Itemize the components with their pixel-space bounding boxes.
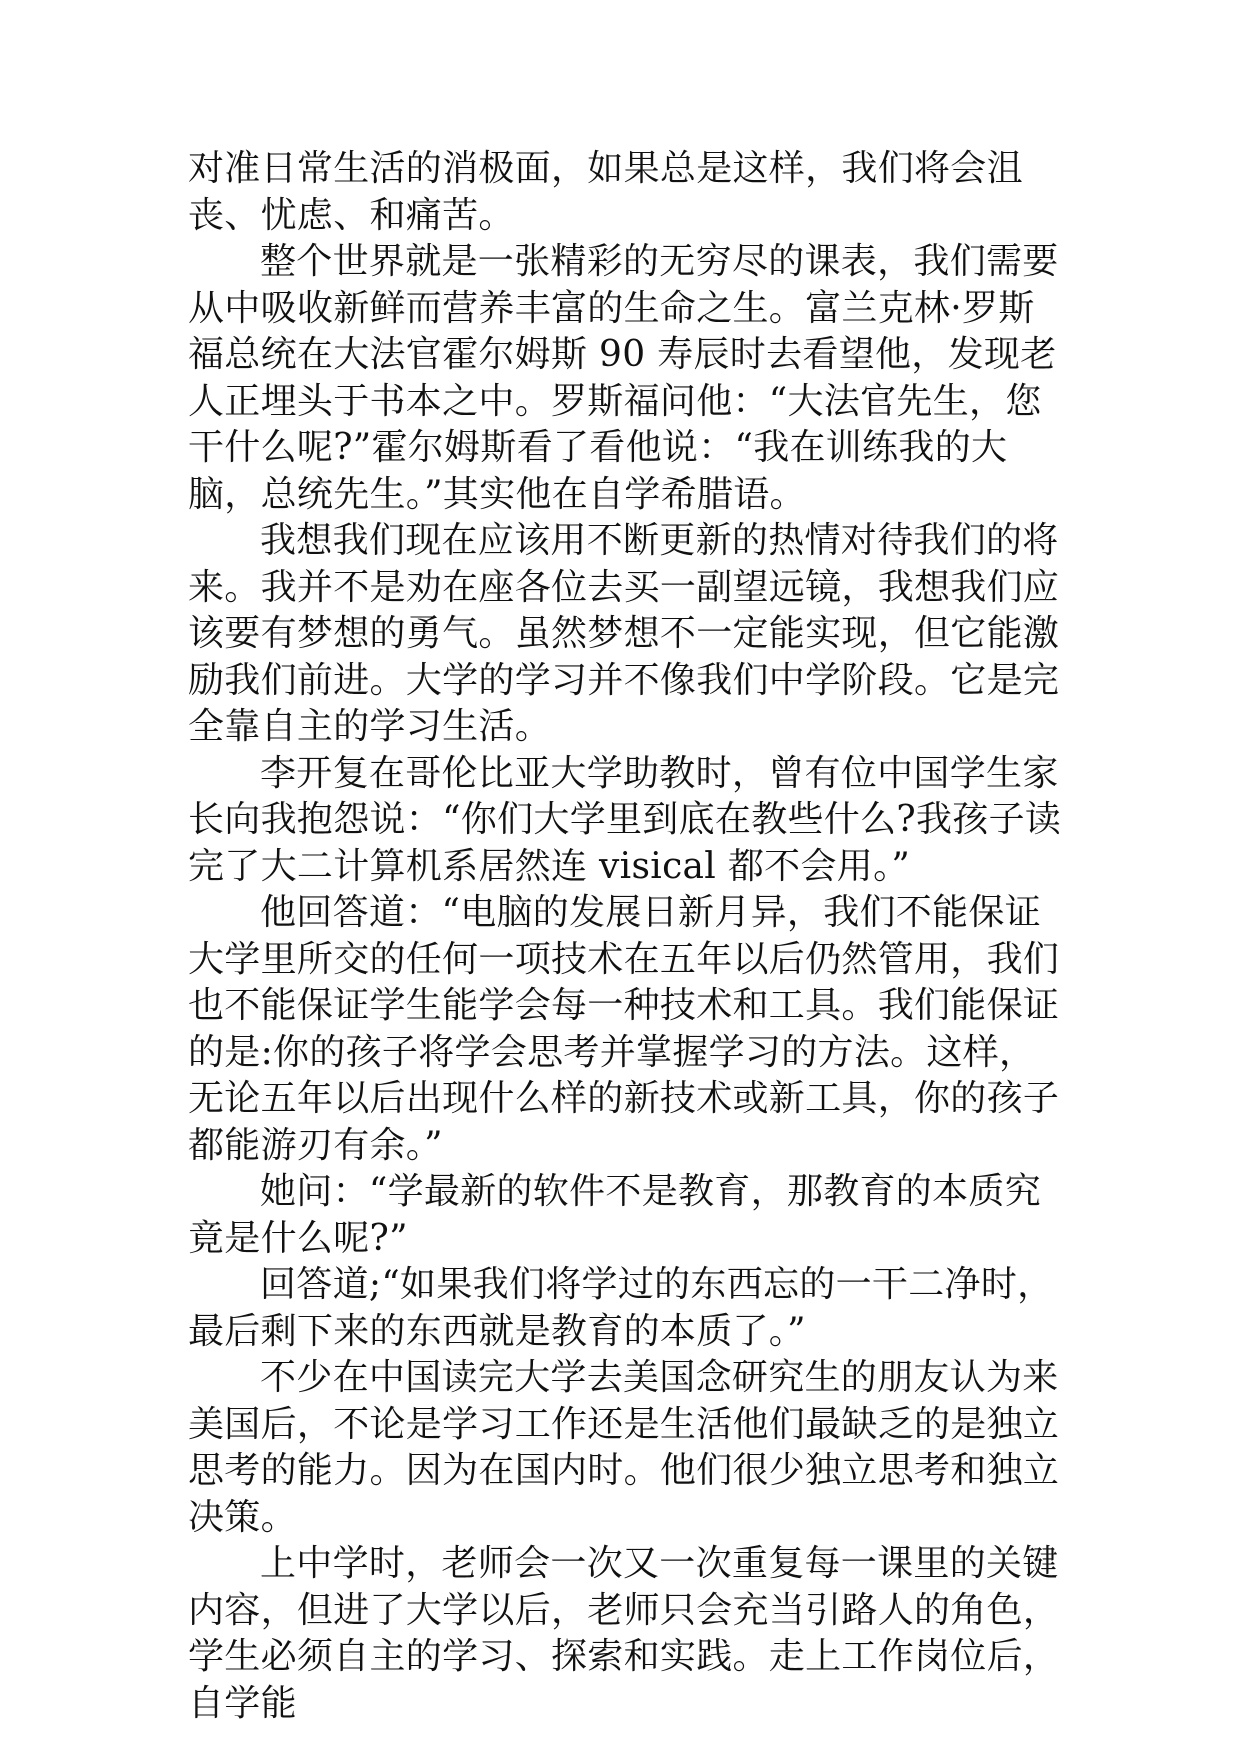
paragraph: 我想我们现在应该用不断更新的热情对待我们的将来。我并不是劝在座各位去买一副望远镜，我想我们应该要有梦想的勇气。虽然梦想不一定能实现，但它能激励我们前进。大学的学习并不像我们中学阶段。它是完全靠自主的学习生活。 [188,520,1060,747]
document-page [188,146,1068,1727]
paragraph: 整个世界就是一张精彩的无穷尽的课表，我们需要从中吸收新鲜而营养丰富的生命之生。富兰克林·罗斯福总统在大法官霍尔姆斯 90 寿辰时去看望他，发现老人正埋头于书本之中。罗斯福问他：“大法官先生，您干什么呢?”霍尔姆斯看了看他说：“我在训练我的大脑，总统先生。”其实他在自学希腊语。 [188,241,1059,515]
paragraph: 回答道;“如果我们将学过的东西忘的一干二净时，最后剩下来的东西就是教育的本质了。” [188,1264,1054,1352]
paragraph: 她问：“学最新的软件不是教育，那教育的本质究竟是什么呢?” [188,1171,1042,1259]
paragraph: 李开复在哥伦比亚大学助教时，曾有位中国学生家长向我抱怨说：“你们大学里到底在教些什么?我孩子读完了大二计算机系居然连 visical 都不会用。” [188,752,1062,887]
paragraph-continuation: 对准日常生活的消极面，如果总是这样，我们将会沮丧、忧虑、和痛苦。 [188,148,1023,236]
paragraph: 他回答道：“电脑的发展日新月异，我们不能保证大学里所交的任何一项技术在五年以后仍然管用，我们也不能保证学生能学会每一种技术和工具。我们能保证的是:你的孩子将学会思考并掌握学习的方法。这样，无论五年以后出现什么样的新技术或新工具，你的孩子都能游刃有余。” [188,892,1060,1166]
paragraph-continued: 上中学时，老师会一次又一次重复每一课里的关键内容，但进了大学以后，老师只会充当引路人的角色，学生必须自主的学习、探索和实践。走上工作岗位后，自学能 [188,1543,1060,1724]
paragraph: 不少在中国读完大学去美国念研究生的朋友认为来美国后，不论是学习工作还是生活他们最缺乏的是独立思考的能力。因为在国内时。他们很少独立思考和独立决策。 [188,1357,1060,1538]
